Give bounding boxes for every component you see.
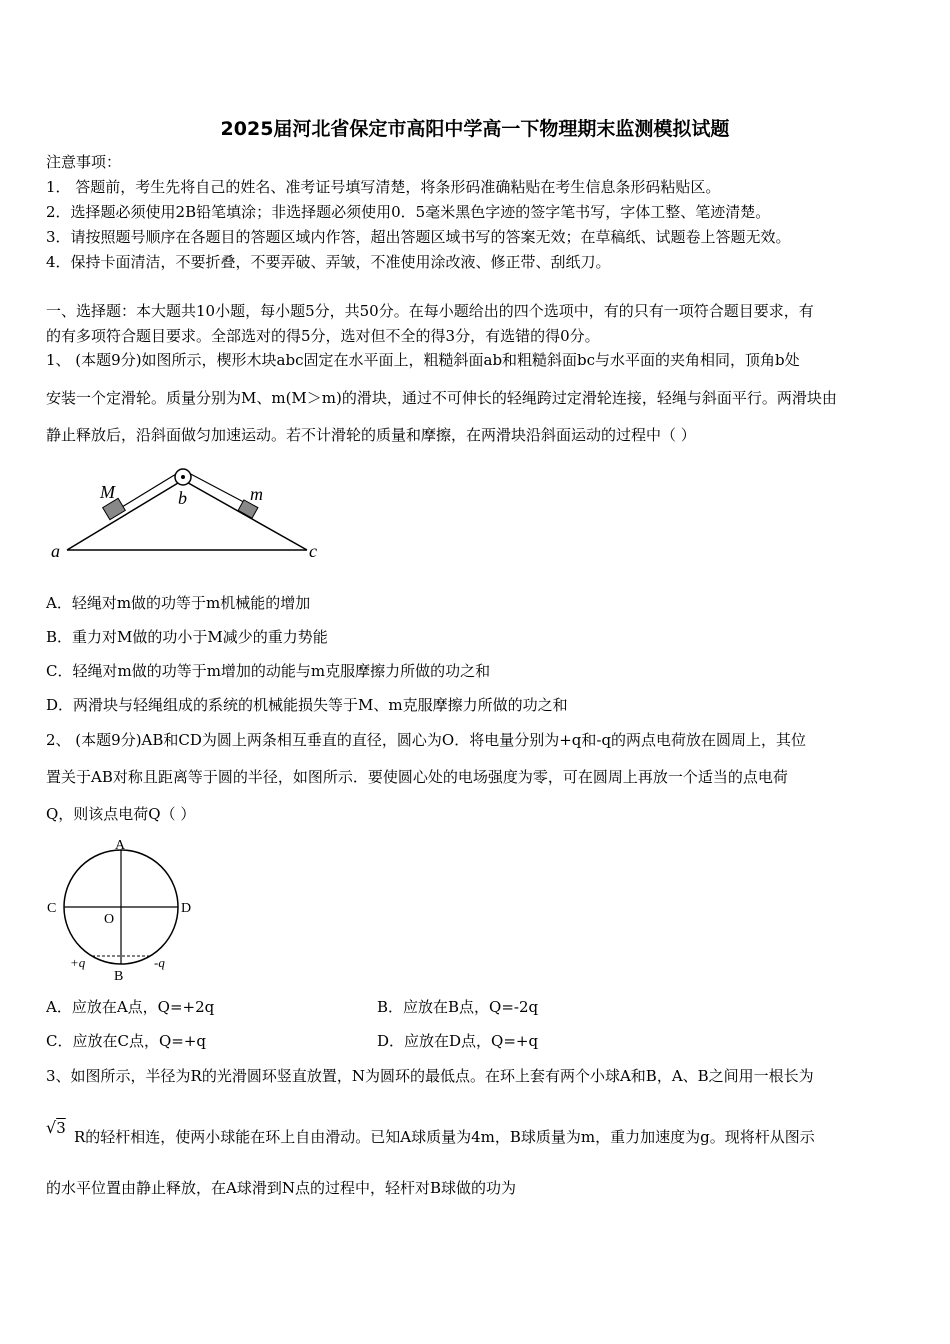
question-2-text: 2、 (本题9分)AB和CD为圆上两条相互垂直的直径，圆心为O．将电量分别为+q和-q的两点电荷放在圆周上，其位	[46, 731, 807, 749]
label-B: B	[114, 969, 124, 984]
circle-charges-figure	[42, 835, 202, 985]
question-2-option-a: A．应放在A点，Q=+2q	[46, 998, 215, 1016]
question-2-option-b: B．应放在B点，Q=-2q	[377, 998, 539, 1016]
section-instructions: 的有多项符合题目要求。全部选对的得5分，选对但不全的得3分，有选错的得0分。	[46, 327, 600, 345]
section-instructions: 一、选择题：本大题共10小题，每小题5分，共50分。在每小题给出的四个选项中，有的只有一项符合题目要求，有	[46, 302, 814, 320]
question-2-option-c: C．应放在C点，Q=+q	[46, 1032, 206, 1050]
question-2-text: Q，则该点电荷Q（ ）	[46, 805, 196, 823]
question-1-option-a: A．轻绳对m做的功等于m机械能的增加	[46, 594, 311, 612]
notice-heading: 注意事项：	[46, 153, 122, 171]
label-D: D	[181, 901, 192, 916]
notice-item: 4．保持卡面清洁，不要折叠，不要弄破、弄皱，不准使用涂改液、修正带、刮纸刀。	[46, 253, 611, 271]
label-b: b	[178, 488, 187, 508]
question-3-text: 3、如图所示，半径为R的光滑圆环竖直放置，N为圆环的最低点。在环上套有两个小球A和B，A、B之间用一根长为	[46, 1067, 814, 1085]
page-title: 2025届河北省保定市高阳中学高一下物理期末监测模拟试题	[220, 118, 730, 140]
question-1-option-b: B．重力对M做的功小于M减少的重力势能	[46, 628, 328, 646]
label-minus-q: -q	[154, 955, 165, 970]
sqrt-symbol: √3	[46, 1118, 66, 1137]
sqrt-value: 3	[56, 1119, 66, 1137]
label-C: C	[47, 901, 57, 916]
notice-item: 1． 答题前，考生先将自己的姓名、准考证号填写清楚，将条形码准确粘贴在考生信息条形码粘贴区。	[46, 178, 721, 196]
question-1-text: 1、 (本题9分)如图所示，楔形木块abc固定在水平面上，粗糙斜面ab和粗糙斜面bc与水平面的夹角相同，顶角b处	[46, 351, 800, 369]
notice-item: 3．请按照题号顺序在各题目的答题区域内作答，超出答题区域书写的答案无效；在草稿纸、试题卷上答题无效。	[46, 228, 791, 246]
label-A: A	[115, 838, 126, 853]
question-3-text: 的水平位置由静止释放，在A球滑到N点的过程中，轻杆对B球做的功为	[46, 1179, 516, 1197]
question-2-option-d: D．应放在D点，Q=+q	[377, 1032, 539, 1050]
question-1-text: 安装一个定滑轮。质量分别为M、m(M＞m)的滑块，通过不可伸长的轻绳跨过定滑轮连接，轻绳与斜面平行。两滑块由	[46, 389, 837, 407]
label-m: m	[250, 484, 263, 504]
label-c: c	[309, 541, 317, 561]
label-M: M	[100, 482, 115, 502]
question-3-text: R的轻杆相连，使两小球能在环上自由滑动。已知A球质量为4m，B球质量为m，重力加速度为g。现将杆从图示	[74, 1128, 815, 1146]
question-2-text: 置关于AB对称且距离等于圆的半径，如图所示．要使圆心处的电场强度为零，可在圆周上再放一个适当的点电荷	[46, 768, 788, 786]
question-1-option-c: C．轻绳对m做的功等于m增加的动能与m克服摩擦力所做的功之和	[46, 662, 491, 680]
question-1-option-d: D．两滑块与轻绳组成的系统的机械能损失等于M、m克服摩擦力所做的功之和	[46, 696, 568, 714]
wedge-pulley-figure	[45, 460, 335, 565]
label-plus-q: +q	[70, 955, 86, 970]
label-a: a	[51, 541, 60, 561]
label-O: O	[104, 912, 115, 927]
notice-item: 2．选择题必须使用2B铅笔填涂；非选择题必须使用0．5毫米黑色字迹的签字笔书写，字体工整、笔迹清楚。	[46, 203, 771, 221]
question-1-text: 静止释放后，沿斜面做匀加速运动。若不计滑轮的质量和摩擦，在两滑块沿斜面运动的过程中（ ）	[46, 426, 696, 444]
